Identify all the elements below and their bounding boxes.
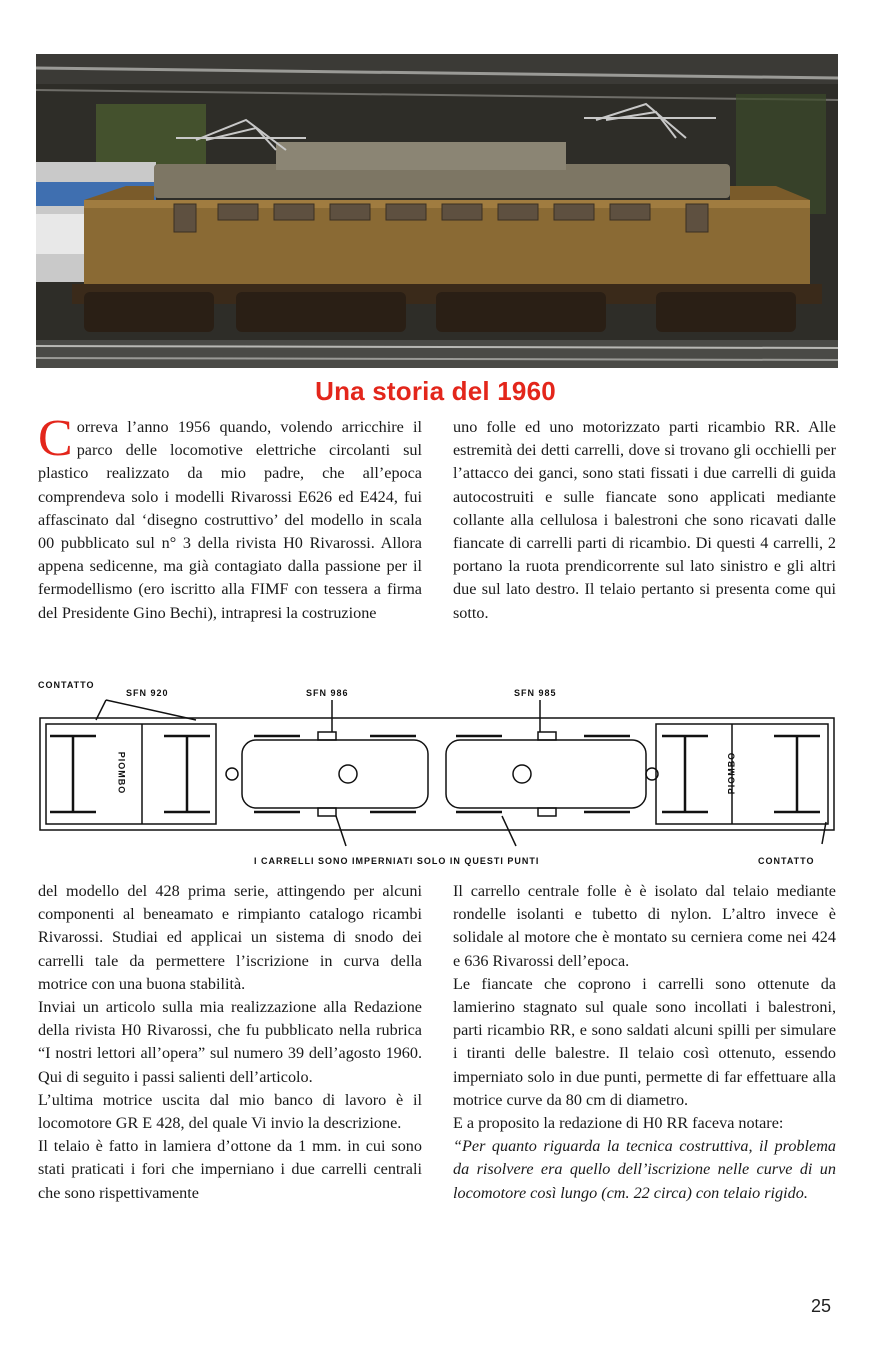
- paragraph: Le fiancate che coprono i carrelli sono ottenute da lamierino stagnato sul quale sono incollati i balestroni, parti ricambio RR, e sono saldati alcuni spilli per simulare i tiranti delle balestre. Il telaio così ottenuto, essendo imperniato solo in due punti, permette di far effettuare alla motrice curve da 80 cm di diametro.: [453, 974, 836, 1109]
- frame-diagram: [36, 676, 838, 874]
- frame-diagram-drawing: [36, 676, 838, 874]
- column-right-top: [453, 416, 836, 625]
- paragraph-text: orreva l’anno 1956 quando, volendo arricchire il parco delle locomotive elettriche circolanti sul plastico realizzato da mio padre, che all’epoca comprendeva solo i modelli Rivarossi E626 ed E424, fui affascinato dal ‘disegno costruttivo’ del modello in scala 00 pubblicato sul n° 3 della rivista H0 Rivarossi. Allora appena sedicenne, ma già contagiato dalla passione per il fermodellismo (ero iscritto alla FIMF con tessera a firma del Presidente Gino Bechi), intrapresi la costruzione: [38, 418, 422, 622]
- column-right-bottom: [453, 880, 836, 1205]
- paragraph: L’ultima motrice uscita dal mio banco di lavoro è il locomotore GR E 428, del quale Vi invio la descrizione.: [38, 1090, 422, 1133]
- column-left-bottom: [38, 880, 422, 1205]
- paragraph: uno folle ed uno motorizzato parti ricambio RR. Alle estremità dei detti carrelli, dove si trovano gli occhielli per l’attacco dei ganci, sono stati fissati i due carrelli di guida autocostruiti e sulle fiancate sono applicati mediante collante alla cellulosa i balestroni che sono ricavati dalle fiancate di carrelli parti di ricambio. Di questi 4 carrelli, 2 portano la ruota prendicorrente sul lato sinistro e gli altri due sul lato destro. Il telaio pertanto si presenta come qui sotto.: [453, 418, 836, 622]
- paragraph: Il telaio è fatto in lamiera d’ottone da 1 mm. in cui sono stati praticati i fori che imperniano i due carrelli centrali che sono rispettivamente: [38, 1137, 422, 1202]
- locomotive-illustration: [36, 54, 838, 368]
- drop-cap: C: [38, 410, 73, 467]
- paragraph: del modello del 428 prima serie, attingendo per alcuni componenti al beneamato e rimpianto catalogo ricambi Rivarossi. Studiai ed applicai un sistema di snodo dei carrelli tale da permettere l’iscrizione in curva della motrice con una buona stabilità.: [38, 882, 422, 993]
- column-left-top: [38, 410, 422, 625]
- pivots-caption: I CARRELLI SONO IMPERNIATI SOLO IN QUESTI PUNTI: [254, 856, 540, 866]
- piombo-left-label: PIOMBO: [116, 751, 127, 795]
- locomotive-photo: [36, 54, 838, 368]
- paragraph: E a proposito la redazione di H0 RR faceva notare:: [453, 1114, 784, 1133]
- piombo-right-label: PIOMBO: [726, 751, 737, 795]
- article-title: Una storia del 1960: [315, 376, 556, 406]
- contatto-left-label: CONTATTO: [38, 680, 95, 690]
- paragraph: Il carrello centrale folle è è isolato dal telaio mediante rondelle isolanti e tubetto di nylon. L’altro invece è solidale al motore che è montato su cerniera come nei 424 e 636 Rivarossi dell’epoca.: [453, 882, 836, 970]
- sfn-985-label: SFN 985: [514, 688, 557, 698]
- editor-quote: “Per quanto riguarda la tecnica costruttiva, il problema da risolvere era quello dell’iscrizione nelle curve di un locomotore così lungo (cm. 22 circa) con telaio rigido.: [453, 1137, 836, 1202]
- paragraph: [38, 410, 422, 625]
- paragraph: Inviai un articolo sulla mia realizzazione alla Redazione della rivista H0 Rivarossi, che fu pubblicato nella rubrica “I nostri lettori all’opera” sul numero 39 dell’agosto 1960. Qui di seguito i passi salienti dell’articolo.: [38, 998, 422, 1086]
- page-number: 25: [811, 1296, 832, 1316]
- sfn-986-label: SFN 986: [306, 688, 349, 698]
- contatto-right-label: CONTATTO: [758, 856, 815, 866]
- sfn-920-label: SFN 920: [126, 688, 169, 698]
